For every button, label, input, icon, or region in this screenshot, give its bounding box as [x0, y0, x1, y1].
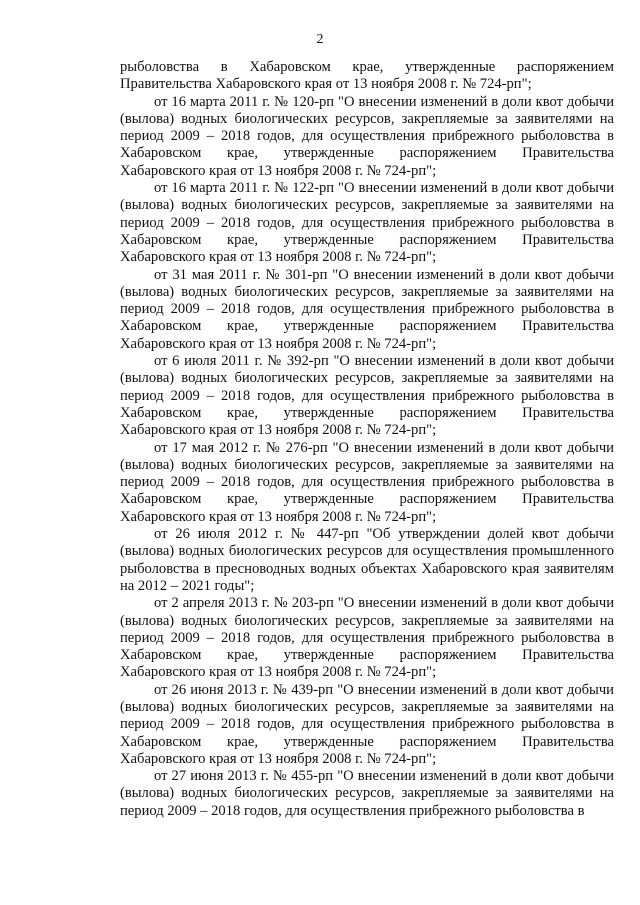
paragraph-order-203: от 2 апреля 2013 г. № 203-рп "О внесении изменений в доли квот добычи (вылова) водных биологических ресурсов, закрепляемые за заявителями на период 2009 – 2018 годов, для осуществления прибрежного рыболовства в Хабаровском крае, утвержденные распоряжением Правительства Хабаровского края от 13 ноября 2008 г. № 724-рп"; — [120, 595, 614, 681]
paragraph-order-122: от 16 марта 2011 г. № 122-рп "О внесении изменений в доли квот добычи (вылова) водных биологических ресурсов, закрепляемые за заявителями на период 2009 – 2018 годов, для осуществления прибрежного рыболовства в Хабаровском крае, утвержденные распоряжением Правительства Хабаровского края от 13 ноября 2008 г. № 724-рп"; — [120, 180, 614, 266]
paragraph-order-439: от 26 июня 2013 г. № 439-рп "О внесении изменений в доли квот добычи (вылова) водных биологических ресурсов, закрепляемые за заявителями на период 2009 – 2018 годов, для осуществления прибрежного рыболовства в Хабаровском крае, утвержденные распоряжением Правительства Хабаровского края от 13 ноября 2008 г. № 724-рп"; — [120, 681, 614, 767]
paragraph-order-392: от 6 июля 2011 г. № 392-рп "О внесении изменений в доли квот добычи (вылова) водных биологических ресурсов, закрепляемые за заявителями на период 2009 – 2018 годов, для осуществления прибрежного рыболовства в Хабаровском крае, утвержденные распоряжением Правительства Хабаровского края от 13 ноября 2008 г. № 724-рп"; — [120, 353, 614, 439]
paragraph-order-301: от 31 мая 2011 г. № 301-рп "О внесении изменений в доли квот добычи (вылова) водных биологических ресурсов, закрепляемые за заявителями на период 2009 – 2018 годов, для осуществления прибрежного рыболовства в Хабаровском крае, утвержденные распоряжением Правительства Хабаровского края от 13 ноября 2008 г. № 724-рп"; — [120, 266, 614, 352]
paragraph-order-276: от 17 мая 2012 г. № 276-рп "О внесении изменений в доли квот добычи (вылова) водных биологических ресурсов, закрепляемые за заявителями на период 2009 – 2018 годов, для осуществления прибрежного рыболовства в Хабаровском крае, утвержденные распоряжением Правительства Хабаровского края от 13 ноября 2008 г. № 724-рп"; — [120, 439, 614, 525]
paragraph-continuation: рыболовства в Хабаровском крае, утвержденные распоряжением Правительства Хабаровского края от 13 ноября 2008 г. № 724-рп"; — [120, 59, 614, 93]
paragraph-order-447: от 26 июля 2012 г. № 447-рп "Об утверждении долей квот добычи (вылова) водных биологических ресурсов для осуществления промышленного рыболовства в пресноводных водных объектах Хабаровского края заявителям на 2012 – 2021 годы"; — [120, 526, 614, 594]
page-number: 2 — [316, 32, 324, 47]
paragraph-order-455: от 27 июня 2013 г. № 455-рп "О внесении изменений в доли квот добычи (вылова) водных биологических ресурсов, закрепляемые за заявителями на период 2009 – 2018 годов, для осуществления прибрежного рыболовства в — [120, 768, 614, 819]
paragraph-order-120: от 16 марта 2011 г. № 120-рп "О внесении изменений в доли квот добычи (вылова) водных биологических ресурсов, закрепляемые за заявителями на период 2009 – 2018 годов, для осуществления прибрежного рыболовства в Хабаровском крае, утвержденные распоряжением Правительства Хабаровского края от 13 ноября 2008 г. № 724-рп"; — [120, 93, 614, 179]
document-body — [120, 59, 614, 820]
